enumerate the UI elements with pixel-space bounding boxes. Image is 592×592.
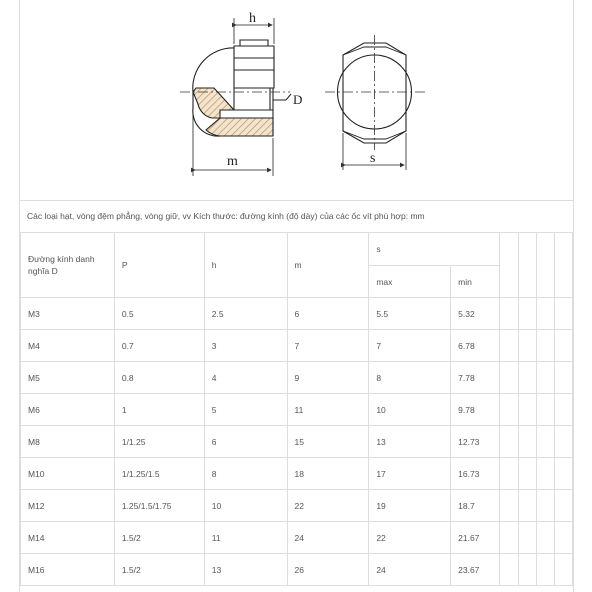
- s-label: s: [370, 151, 376, 166]
- empty-cell: [500, 458, 519, 490]
- table-row: [21, 330, 573, 362]
- cell-s-max: 17: [369, 458, 451, 490]
- h-label: h: [249, 11, 256, 26]
- empty-cell: [500, 522, 519, 554]
- empty-cell: [519, 233, 537, 298]
- empty-cell: [500, 426, 519, 458]
- cell-s-min: 18.7: [451, 490, 500, 522]
- cell-s-max: 13: [369, 426, 451, 458]
- cell-diameter: M4: [21, 330, 115, 362]
- cap-nut-spec-table: [20, 232, 573, 586]
- cell-s-min: 9.78: [451, 394, 500, 426]
- table-row: [21, 490, 573, 522]
- m-label: m: [227, 154, 238, 169]
- cell-p: 1/1.25: [114, 426, 204, 458]
- table-row: [21, 554, 573, 586]
- empty-cell: [554, 233, 572, 298]
- empty-cell: [554, 490, 572, 522]
- empty-cell: [500, 362, 519, 394]
- header-s-max: max: [369, 266, 451, 298]
- cell-m: 24: [287, 522, 369, 554]
- empty-cell: [519, 490, 537, 522]
- cell-h: 10: [204, 490, 287, 522]
- table-row: [21, 362, 573, 394]
- empty-cell: [519, 522, 537, 554]
- cell-s-max: 8: [369, 362, 451, 394]
- cell-s-min: 21.67: [451, 522, 500, 554]
- table-row: [21, 522, 573, 554]
- header-p: P: [114, 233, 204, 298]
- empty-cell: [537, 330, 555, 362]
- spec-rows: [21, 298, 573, 586]
- table-row: [21, 394, 573, 426]
- empty-cell: [519, 298, 537, 330]
- cell-s-max: 19: [369, 490, 451, 522]
- empty-cell: [519, 394, 537, 426]
- empty-cell: [537, 522, 555, 554]
- empty-cell: [554, 394, 572, 426]
- cell-m: 11: [287, 394, 369, 426]
- cell-m: 15: [287, 426, 369, 458]
- cell-p: 1: [114, 394, 204, 426]
- cap-nut-drawing: [20, 0, 573, 200]
- cell-h: 5: [204, 394, 287, 426]
- empty-cell: [554, 426, 572, 458]
- cell-h: 4: [204, 362, 287, 394]
- cell-s-min: 12.73: [451, 426, 500, 458]
- empty-cell: [519, 426, 537, 458]
- cell-s-min: 16.73: [451, 458, 500, 490]
- front-view: [325, 43, 412, 143]
- cell-h: 6: [204, 426, 287, 458]
- empty-cell: [554, 362, 572, 394]
- empty-cell: [519, 362, 537, 394]
- cell-m: 6: [287, 298, 369, 330]
- empty-cell: [537, 233, 555, 298]
- empty-cell: [500, 330, 519, 362]
- empty-cell: [554, 458, 572, 490]
- empty-cell: [537, 298, 555, 330]
- cell-m: 18: [287, 458, 369, 490]
- cell-h: 11: [204, 522, 287, 554]
- spec-card: [19, 0, 574, 592]
- empty-cell: [500, 554, 519, 586]
- empty-cell: [537, 362, 555, 394]
- empty-cell: [554, 298, 572, 330]
- cell-m: 7: [287, 330, 369, 362]
- cell-diameter: M6: [21, 394, 115, 426]
- cell-diameter: M12: [21, 490, 115, 522]
- cell-h: 3: [204, 330, 287, 362]
- cell-m: 9: [287, 362, 369, 394]
- empty-cell: [500, 233, 519, 298]
- cell-diameter: M3: [21, 298, 115, 330]
- table-row: [21, 458, 573, 490]
- empty-cell: [554, 330, 572, 362]
- cell-diameter: M14: [21, 522, 115, 554]
- empty-cell: [519, 554, 537, 586]
- cell-s-max: 7: [369, 330, 451, 362]
- cell-s-min: 23.67: [451, 554, 500, 586]
- empty-cell: [500, 490, 519, 522]
- cell-diameter: M5: [21, 362, 115, 394]
- empty-cell: [554, 554, 572, 586]
- cell-p: 0.8: [114, 362, 204, 394]
- cell-diameter: M10: [21, 458, 115, 490]
- cell-diameter: M8: [21, 426, 115, 458]
- cell-s-max: 24: [369, 554, 451, 586]
- empty-cell: [500, 394, 519, 426]
- empty-cell: [519, 330, 537, 362]
- cell-s-min: 7.78: [451, 362, 500, 394]
- cell-s-max: 22: [369, 522, 451, 554]
- empty-cell: [537, 394, 555, 426]
- cell-p: 1.25/1.5/1.75: [114, 490, 204, 522]
- cell-m: 22: [287, 490, 369, 522]
- empty-cell: [537, 554, 555, 586]
- cell-s-max: 10: [369, 394, 451, 426]
- cell-p: 1.5/2: [114, 554, 204, 586]
- header-s: s: [369, 233, 500, 266]
- header-m: m: [287, 233, 369, 298]
- empty-cell: [500, 298, 519, 330]
- cell-h: 2.5: [204, 298, 287, 330]
- cell-s-max: 5.5: [369, 298, 451, 330]
- table-row: [21, 426, 573, 458]
- table-row: [21, 298, 573, 330]
- header-s-min: min: [451, 266, 500, 298]
- cell-p: 1.5/2: [114, 522, 204, 554]
- cell-s-min: 5.32: [451, 298, 500, 330]
- empty-cell: [537, 458, 555, 490]
- empty-cell: [554, 522, 572, 554]
- empty-cell: [537, 426, 555, 458]
- empty-cell: [519, 458, 537, 490]
- cell-h: 8: [204, 458, 287, 490]
- header-h: h: [204, 233, 287, 298]
- cell-p: 0.5: [114, 298, 204, 330]
- cell-p: 0.7: [114, 330, 204, 362]
- cell-m: 26: [287, 554, 369, 586]
- cell-s-min: 6.78: [451, 330, 500, 362]
- table-caption: Các loại hạt, vòng đệm phẳng, vòng giữ, vv Kích thước: đường kính (độ dày) của các ốc vít phù hợp: mm: [20, 200, 573, 233]
- empty-cell: [537, 490, 555, 522]
- header-diameter: Đường kính danh nghĩa D: [21, 233, 115, 298]
- side-view: [193, 40, 274, 136]
- d-label: D: [293, 92, 303, 107]
- cell-p: 1/1.25/1.5: [114, 458, 204, 490]
- cell-diameter: M16: [21, 554, 115, 586]
- cell-h: 13: [204, 554, 287, 586]
